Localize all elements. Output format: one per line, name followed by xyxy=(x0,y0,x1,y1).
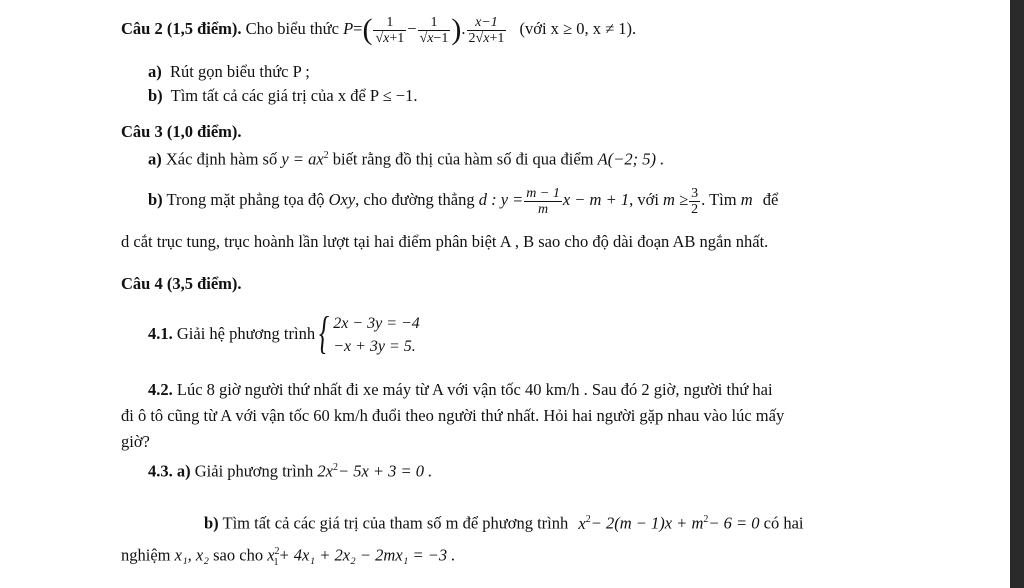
q3-a-point: A(−2; 5) . xyxy=(597,149,665,169)
q4-3-b-cond-pow: 2 xyxy=(274,546,280,557)
q2-fraction-2: $\frac{1}{√x-1}$ xyxy=(419,14,449,46)
q3-a-text2: biết rằng đồ thị của hàm số đi qua điểm xyxy=(332,149,594,169)
brace-icon: { xyxy=(319,307,330,359)
q3-b-text3: , với xyxy=(629,190,659,209)
q4-heading: Câu 4 (3,5 điểm). xyxy=(121,274,242,293)
q3-b-text2: , cho đường thẳng xyxy=(355,190,475,209)
q3-b-text1: Trong mặt phẳng tọa độ xyxy=(166,190,325,209)
q3-a-func: y = ax xyxy=(281,149,324,169)
q3-b-label: b) xyxy=(148,190,163,209)
q4-3-b-text2: có hai xyxy=(763,513,804,533)
q3-a xyxy=(148,146,664,170)
q3-a-label: a) xyxy=(148,149,162,169)
q3-heading: Câu 3 (1,0 điểm). xyxy=(121,122,242,141)
q4-1-text: Giải hệ phương trình xyxy=(176,324,316,343)
left-paren: ( xyxy=(362,13,373,47)
q4-3-b-label: b) xyxy=(204,513,219,533)
q4-3-b-roots: x₁, x₂ xyxy=(174,545,209,565)
q2-line xyxy=(121,8,636,50)
q3-a-text1: Xác định hàm số xyxy=(165,149,278,169)
q4-3-a-eq-tail: − 5x + 3 = 0 . xyxy=(337,461,433,481)
q4-3-b-cond-sub: 1 xyxy=(273,556,279,568)
q4-3-a-eq-head: 2x xyxy=(317,461,333,481)
q2-a xyxy=(148,62,310,82)
q4-3-b-line2-b: sao cho xyxy=(213,545,264,565)
q4-3-a-pow: 2 xyxy=(332,462,338,473)
q4-1-label: 4.1. xyxy=(148,324,173,343)
q3-b-line1 xyxy=(148,180,778,220)
q4-3-b-cond-tail: + 4x₁ + 2x₂ − 2mx₁ = −3 . xyxy=(278,545,456,565)
q3-b-m: m ≥ xyxy=(663,190,689,209)
q4-3-b-line1 xyxy=(204,510,804,534)
screen-edge xyxy=(1010,0,1024,588)
q4-3-b-pow: 2 xyxy=(585,514,591,525)
right-paren: ) xyxy=(451,13,462,47)
sqrt-icon: √x xyxy=(419,30,434,46)
equation-1: 2x − 3y = −4 xyxy=(333,315,420,333)
q3-b-fraction: $\frac{m - 1}{m}$ xyxy=(526,185,560,217)
sqrt-icon: √x xyxy=(375,30,390,46)
q4-3-a xyxy=(148,458,432,482)
equation-2: −x + 3y = 5. xyxy=(333,338,416,356)
q3-b-line2: d cắt trục tung, trục hoành lần lượt tại hai điểm phân biệt A , B sao cho độ dài đoạn AB ngắn nhất. xyxy=(121,232,769,251)
q2-a-label: a) xyxy=(148,62,162,81)
q2-minus: − xyxy=(407,19,417,38)
q4-3-b-eq-mid: − 2(m − 1)x + m xyxy=(590,513,704,533)
q2-fraction-1: $\frac{1}{√x+1}$ xyxy=(375,14,405,46)
q3-b-tail: x − m + 1 xyxy=(562,190,630,209)
q3-b-d: d : y = xyxy=(478,190,524,209)
q4-3-b-line2-a: nghiệm xyxy=(121,545,171,565)
q4-2-line3: giờ? xyxy=(121,432,150,451)
q4-2-line2: đi ô tô cũng từ A với vận tốc 60 km/h đuổi theo người thứ nhất. Hỏi hai người gặp nhau vào lúc mấy xyxy=(121,406,785,425)
q2-intro: Cho biểu thức xyxy=(245,19,339,38)
q2-b-text: Tìm tất cả các giá trị của x để P ≤ −1. xyxy=(170,86,418,105)
q2-eq: = xyxy=(353,19,363,38)
equation-system xyxy=(319,307,420,359)
sqrt-icon: √x xyxy=(475,30,490,46)
q2-a-text: Rút gọn biểu thức P ; xyxy=(170,62,310,81)
q4-3-a-text: Giải phương trình xyxy=(194,461,314,481)
q3-b-fraction-2: $\frac{3}{2}$ xyxy=(691,185,699,217)
q4-3-label: 4.3. a) xyxy=(148,461,191,481)
q3-b-text6: để xyxy=(762,190,779,209)
q3-b-text4: . Tìm xyxy=(701,190,737,209)
q3-a-pow: 2 xyxy=(323,150,329,161)
q2-heading: Câu 2 (1,5 điểm). xyxy=(121,19,242,38)
q4-3-b-eq-tail: − 6 = 0 xyxy=(708,513,760,533)
q4-2-line1 xyxy=(148,380,773,400)
q2-p-var: P xyxy=(343,19,354,38)
q2-b-label: b) xyxy=(148,86,163,105)
q4-3-b-text: Tìm tất cả các giá trị của tham số m để phương trình xyxy=(222,513,569,533)
q4-3-b-cond-x: x xyxy=(267,545,275,565)
q4-3-b-line2 xyxy=(121,542,455,573)
q3-b-text5: m xyxy=(740,190,753,209)
q4-3-b-pow2: 2 xyxy=(703,514,709,525)
q4-2-label: 4.2. xyxy=(148,380,173,399)
q2-b xyxy=(148,86,417,106)
q4-1 xyxy=(148,306,420,362)
q2-dot: . xyxy=(461,19,466,38)
q3-b-oxy: Oxy xyxy=(328,190,356,209)
q4-2-line1-text: Lúc 8 giờ người thứ nhất đi xe máy từ A với vận tốc 40 km/h . Sau đó 2 giờ, người thứ hai xyxy=(176,380,773,399)
q2-fraction-3: $\frac{x-1}{2√x+1}$ xyxy=(468,14,505,46)
q4-3-b-eq-head: x xyxy=(578,513,586,533)
q2-condition: (với x ≥ 0, x ≠ 1). xyxy=(519,19,637,38)
